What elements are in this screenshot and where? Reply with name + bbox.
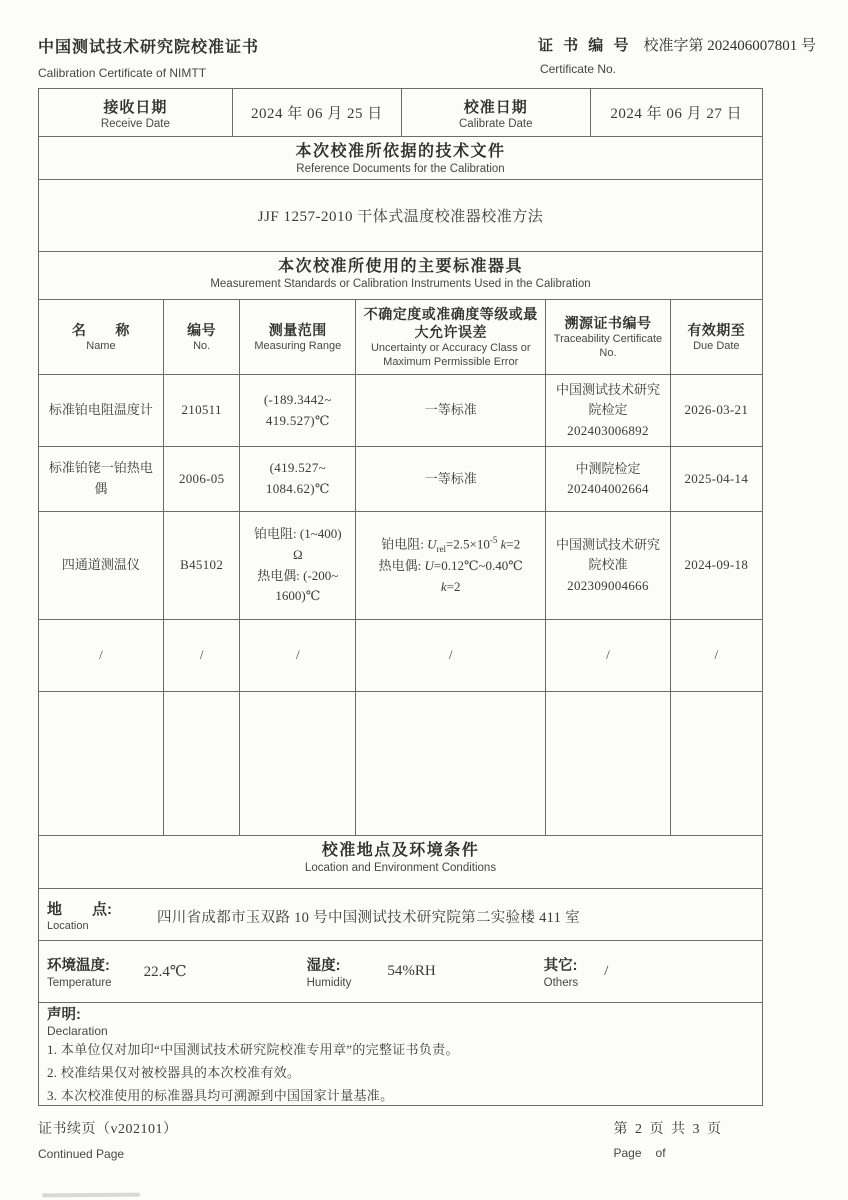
- col-name-en: Name: [86, 339, 116, 352]
- range-line: 1600)℃: [275, 588, 321, 604]
- location-title-cn: 校准地点及环境条件: [321, 842, 480, 859]
- temperature-value: 22.4℃: [143, 964, 187, 980]
- col-due-en: Due Date: [693, 339, 740, 352]
- declaration-title-en: Declaration: [47, 1024, 108, 1038]
- range-line: 1084.62)℃: [265, 481, 330, 496]
- humidity-label-block: [307, 954, 352, 989]
- traceability-no: 202309004666: [567, 577, 649, 593]
- uncertainty-cell: [356, 512, 546, 620]
- continued-page-label-cn: 证书续页（v202101）: [38, 1122, 178, 1137]
- table-row-empty-slash: [39, 620, 762, 692]
- certificate-no-label-en: Certificate No.: [539, 62, 616, 76]
- standards-title-en: Measurement Standards or Calibration Instruments Used in the Calibration: [210, 278, 591, 290]
- traceability-cell: [546, 512, 670, 620]
- uncertainty-line-1: 铂电阻: $U_{rel}=2.5\times 10^{-5}$ k=2: [381, 535, 521, 554]
- uncertainty-line-3: k=2: [440, 579, 461, 595]
- temperature-label-cn: 环境温度:: [47, 958, 110, 974]
- certificate-title-cn: 中国测试技术研究院校准证书: [38, 39, 260, 56]
- temperature-label-block: [47, 954, 112, 989]
- uncertainty-line-2: 热电偶: U=0.12℃~0.40℃: [378, 558, 523, 574]
- instrument-name: 四通道测温仪: [39, 512, 163, 620]
- document-footer: [38, 1118, 763, 1161]
- location-row: [39, 888, 762, 940]
- instrument-no: 2006-05: [163, 447, 240, 512]
- page-label: Page: [613, 1146, 642, 1160]
- certificate-no-label-cn: 证 书 编 号: [537, 37, 632, 54]
- certificate-no-value: 校准字第 202406007801 号: [643, 38, 816, 54]
- instrument-no: B45102: [163, 512, 240, 620]
- traceability-no: 202403006892: [567, 422, 649, 438]
- certificate-title-en: Calibration Certificate of NIMTT: [38, 66, 207, 80]
- declaration-item-1: 1. 本单位仅对加印“中国测试技术研究院校准专用章”的完整证书负责。: [47, 1042, 459, 1057]
- location-label-cn: 地 点:: [47, 900, 112, 918]
- col-traceability-cn: 溯源证书编号: [564, 315, 652, 331]
- col-uncertainty-en: Uncertainty or Accuracy Class or Maximum Permissible Error: [370, 342, 531, 368]
- declaration-item-3: 3. 本次校准使用的标准器具均可溯源到中国国家计量基准。: [47, 1088, 394, 1103]
- location-value: 四川省成都市玉双路 10 号中国测试技术研究院第二实验楼 411 室: [157, 910, 580, 926]
- measuring-range: [240, 512, 356, 620]
- others-label-cn: 其它:: [543, 958, 578, 974]
- others-label-en: Others: [543, 977, 579, 989]
- col-name-cn: 名 称: [71, 321, 130, 338]
- empty-cell: [546, 692, 670, 836]
- range-line: (-189.3442~: [263, 391, 332, 407]
- location-label-en: Location: [47, 919, 89, 932]
- page-number-cn: 第 2 页 共 3 页: [613, 1122, 723, 1137]
- col-header-range: [240, 300, 356, 375]
- location-title-en: Location and Environment Conditions: [304, 862, 497, 874]
- col-header-name: [39, 300, 163, 375]
- col-header-due-date: [670, 300, 762, 375]
- traceability-cell: [546, 447, 670, 512]
- declaration-section: [39, 1002, 762, 1105]
- certificate-number-block: [538, 34, 816, 80]
- receive-date-label-cn: 接收日期: [103, 98, 168, 116]
- others-value: /: [604, 963, 609, 979]
- calibrate-date-value-cell: [591, 89, 762, 136]
- col-header-traceability: [546, 300, 670, 375]
- scan-artifact: [42, 1193, 140, 1198]
- measuring-range: [240, 375, 356, 447]
- temperature-label-en: Temperature: [47, 977, 112, 989]
- receive-date-value-cell: [233, 89, 402, 136]
- empty-cell: [240, 692, 356, 836]
- standards-table: [39, 299, 762, 836]
- col-no-en: No.: [193, 339, 211, 352]
- standards-section-title: [39, 251, 762, 299]
- reference-title-cn: 本次校准所依据的技术文件: [295, 143, 506, 160]
- calibrate-date-label-cell: [402, 89, 591, 136]
- col-range-en: Measuring Range: [254, 339, 342, 352]
- instrument-no: 210511: [163, 375, 240, 447]
- empty-cell: [670, 692, 762, 836]
- uncertainty-value: 一等标准: [356, 447, 546, 512]
- declaration-title-cn: 声明:: [47, 1007, 81, 1023]
- empty-cell: [163, 692, 240, 836]
- col-no-cn: 编号: [187, 321, 217, 338]
- humidity-value: 54%RH: [387, 963, 436, 979]
- standards-title-cn: 本次校准所使用的主要标准器具: [277, 258, 523, 275]
- others-label-block: [544, 954, 579, 989]
- traceability-no: 202404002664: [567, 481, 649, 496]
- environment-row: [39, 940, 762, 1002]
- reference-document-text: JJF 1257-2010 干体式温度校准器校准方法: [257, 209, 544, 225]
- table-row-blank: [39, 692, 762, 836]
- slash-cell: /: [546, 620, 670, 692]
- empty-cell: [39, 692, 163, 836]
- receive-date-label-cell: [39, 89, 233, 136]
- col-traceability-en: Traceability Certificate No.: [553, 333, 663, 359]
- traceability-org: 中国测试技术研究院校准: [555, 537, 660, 573]
- range-line: 热电偶: (-200~: [257, 567, 339, 583]
- col-due-cn: 有效期至: [687, 321, 746, 338]
- traceability-org: 中测院检定: [575, 460, 641, 476]
- slash-cell: /: [670, 620, 762, 692]
- reference-section-title: [39, 136, 762, 179]
- slash-cell: /: [39, 620, 163, 692]
- due-date: 2024-09-18: [670, 512, 762, 620]
- reference-title-en: Reference Documents for the Calibration: [296, 163, 505, 175]
- document-header: [38, 34, 816, 80]
- col-header-uncertainty: [356, 300, 546, 375]
- range-line: 419.527)℃: [265, 412, 330, 428]
- instrument-name: 标准铂电阻温度计: [39, 375, 163, 447]
- slash-cell: /: [240, 620, 356, 692]
- instrument-name: 标准铂铑一铂热电偶: [39, 447, 163, 512]
- reference-document-row: [39, 179, 762, 251]
- location-label-block: [39, 898, 157, 932]
- due-date: 2026-03-21: [670, 375, 762, 447]
- col-uncertainty-cn: 不确定度或准确度等级或最大允许误差: [363, 306, 538, 340]
- table-row: [39, 447, 762, 512]
- certificate-body: [38, 88, 763, 1106]
- range-line: 铂电阻: (1~400): [254, 525, 342, 541]
- range-line: (419.527~: [269, 460, 326, 476]
- uncertainty-value: 一等标准: [356, 375, 546, 447]
- footer-left-block: [38, 1118, 178, 1161]
- dates-row: [39, 89, 762, 136]
- standards-table-header-row: [39, 300, 762, 375]
- col-range-cn: 测量范围: [268, 321, 327, 338]
- range-line: Ω: [292, 546, 303, 562]
- col-header-no: [163, 300, 240, 375]
- slash-cell: /: [163, 620, 240, 692]
- calibrate-date-label-en: Calibrate Date: [459, 117, 533, 130]
- empty-cell: [356, 692, 546, 836]
- location-section-title: [39, 836, 762, 888]
- humidity-label-cn: 湿度:: [306, 958, 341, 974]
- traceability-org: 中国测试技术研究院检定: [555, 382, 660, 418]
- header-title-block: [38, 34, 259, 80]
- receive-date-label-en: Receive Date: [100, 117, 170, 130]
- humidity-label-en: Humidity: [306, 977, 352, 989]
- continued-page-label-en: Continued Page: [38, 1147, 125, 1161]
- certificate-number-line: [538, 34, 816, 55]
- table-row: [39, 375, 762, 447]
- measuring-range: [240, 447, 356, 512]
- declaration-item-2: 2. 校准结果仅对被校器具的本次校准有效。: [47, 1065, 301, 1080]
- slash-cell: /: [356, 620, 546, 692]
- calibrate-date-label-cn: 校准日期: [463, 98, 528, 116]
- traceability-cell: [546, 375, 670, 447]
- of-label: of: [655, 1146, 666, 1160]
- table-row: [39, 512, 762, 620]
- receive-date-value: 2024 年 06 月 25 日: [250, 106, 383, 122]
- page-number-block: [614, 1118, 724, 1161]
- due-date: 2025-04-14: [670, 447, 762, 512]
- calibrate-date-value: 2024 年 06 月 27 日: [610, 106, 743, 122]
- page-number-en: [614, 1146, 724, 1160]
